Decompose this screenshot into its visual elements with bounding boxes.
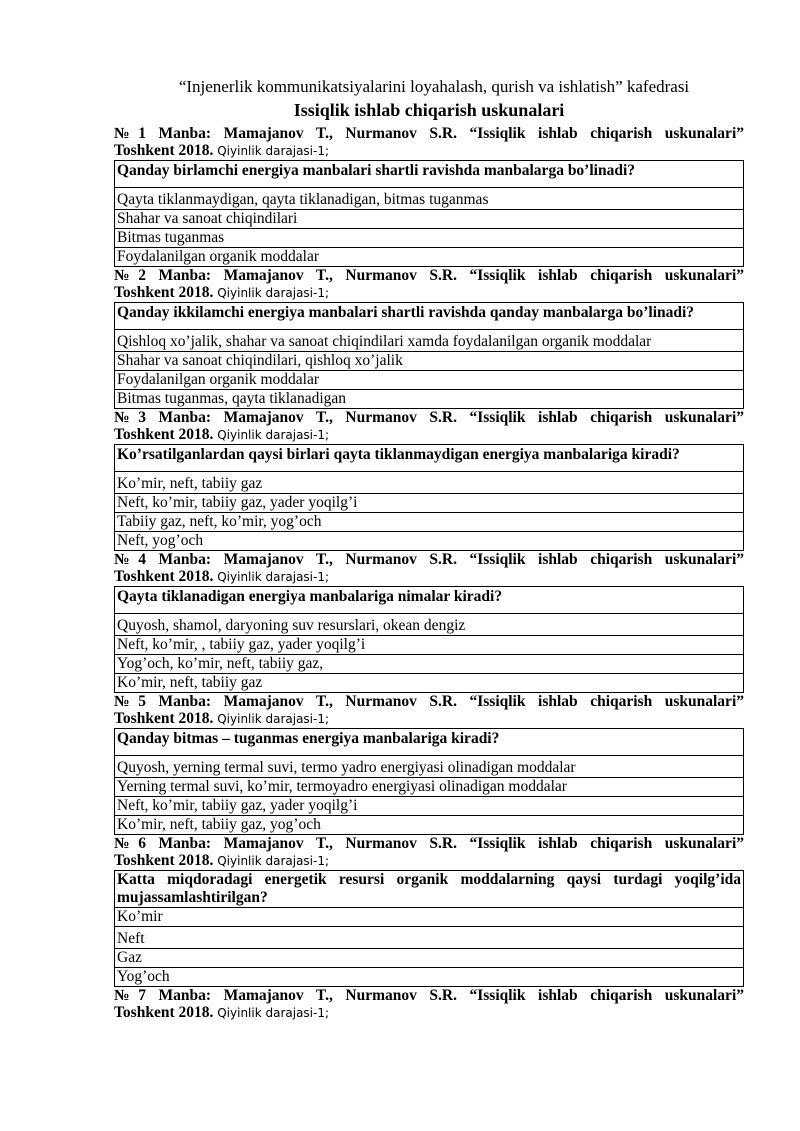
- answer-option: Neft: [115, 927, 744, 949]
- answer-option: Bitmas tuganmas, qayta tiklanadigan: [115, 390, 744, 409]
- question-source-tail: Toshkent 2018. Qiyinlik darajasi-1;: [114, 426, 330, 443]
- question-table: [114, 160, 744, 267]
- question-block: [114, 835, 744, 987]
- question-block: [114, 267, 744, 409]
- answer-option: Neft, yog’och: [115, 532, 744, 551]
- question-source: №1 Manba: Mamajanov T., Nurmanov S.R. “Issiqlik ishlab chiqarish uskunalari”: [114, 125, 744, 142]
- answer-option: Yog’och: [115, 968, 744, 987]
- question-table: [114, 870, 744, 987]
- question-table: [114, 302, 744, 409]
- question-source: №5 Manba: Mamajanov T., Nurmanov S.R. “Issiqlik ishlab chiqarish uskunalari”: [114, 693, 744, 710]
- question-block: [114, 987, 744, 1022]
- question-block: [114, 693, 744, 835]
- question-source: №6 Manba: Mamajanov T., Nurmanov S.R. “Issiqlik ishlab chiqarish uskunalari”: [114, 835, 744, 852]
- question-source-tail: Toshkent 2018. Qiyinlik darajasi-1;: [114, 710, 330, 727]
- question-source: №2 Manba: Mamajanov T., Nurmanov S.R. “Issiqlik ishlab chiqarish uskunalari”: [114, 267, 744, 284]
- document-title: Issiqlik ishlab chiqarish uskunalari: [293, 100, 565, 120]
- answer-option: Ko’mir, neft, tabiiy gaz: [115, 472, 744, 494]
- answer-option: Tabiiy gaz, neft, ko’mir, yog’och: [115, 513, 744, 532]
- difficulty-level: Qiyinlik darajasi-1;: [217, 570, 330, 584]
- question-table: [114, 728, 744, 835]
- answer-option: Neft, ko’mir, tabiiy gaz, yader yoqilg’i: [115, 797, 744, 816]
- answer-option: Shahar va sanoat chiqindilari, qishloq xo’jalik: [115, 352, 744, 371]
- difficulty-level: Qiyinlik darajasi-1;: [217, 144, 330, 158]
- answer-option: Qayta tiklanmaydigan, qayta tiklanadigan, bitmas tuganmas: [115, 188, 744, 210]
- question-source: №4 Manba: Mamajanov T., Nurmanov S.R. “Issiqlik ishlab chiqarish uskunalari”: [114, 551, 744, 568]
- answer-option: Ko’mir: [115, 908, 744, 927]
- answer-option: Neft, ko’mir, tabiiy gaz, yader yoqilg’i: [115, 494, 744, 513]
- question-source-tail: Toshkent 2018. Qiyinlik darajasi-1;: [114, 852, 330, 869]
- answer-option: Gaz: [115, 949, 744, 968]
- answer-option: Yerning termal suvi, ko’mir, termoyadro energiyasi olinadigan moddalar: [115, 778, 744, 797]
- question-source-tail: Toshkent 2018. Qiyinlik darajasi-1;: [114, 1004, 330, 1021]
- question-source-tail: Toshkent 2018. Qiyinlik darajasi-1;: [114, 568, 330, 585]
- answer-option: Shahar va sanoat chiqindilari: [115, 210, 744, 229]
- question-text: Qanday ikkilamchi energiya manbalari shartli ravishda qanday manbalarga bo’linadi?: [115, 303, 744, 330]
- answer-option: Bitmas tuganmas: [115, 229, 744, 248]
- difficulty-level: Qiyinlik darajasi-1;: [217, 854, 330, 868]
- department-heading: “Injenerlik kommunikatsiyalarini loyahalash, qurish va ishlatish” kafedrasi: [178, 77, 690, 96]
- question-source-tail: Toshkent 2018. Qiyinlik darajasi-1;: [114, 284, 330, 301]
- answer-option: Yog’och, ko’mir, neft, tabiiy gaz,: [115, 655, 744, 674]
- difficulty-level: Qiyinlik darajasi-1;: [217, 1006, 330, 1020]
- question-text: Qanday bitmas – tuganmas energiya manbalariga kiradi?: [115, 729, 744, 756]
- answer-option: Quyosh, shamol, daryoning suv resurslari, okean dengiz: [115, 614, 744, 636]
- question-text: Qanday birlamchi energiya manbalari shartli ravishda manbalarga bo’linadi?: [115, 161, 744, 188]
- question-source: №7 Manba: Mamajanov T., Nurmanov S.R. “Issiqlik ishlab chiqarish uskunalari”: [114, 987, 744, 1004]
- question-block: [114, 409, 744, 551]
- question-table: [114, 444, 744, 551]
- answer-option: Foydalanilgan organik moddalar: [115, 248, 744, 267]
- question-block: [114, 125, 744, 267]
- difficulty-level: Qiyinlik darajasi-1;: [217, 286, 330, 300]
- answer-option: Neft, ko’mir, , tabiiy gaz, yader yoqilg’i: [115, 636, 744, 655]
- difficulty-level: Qiyinlik darajasi-1;: [217, 712, 330, 726]
- answer-option: Ko’mir, neft, tabiiy gaz, yog’och: [115, 816, 744, 835]
- answer-option: Ko’mir, neft, tabiiy gaz: [115, 674, 744, 693]
- question-table: [114, 586, 744, 693]
- question-source-tail: Toshkent 2018. Qiyinlik darajasi-1;: [114, 142, 330, 159]
- answer-option: Qishloq xo’jalik, shahar va sanoat chiqindilari xamda foydalanilgan organik moddalar: [115, 330, 744, 352]
- answer-option: Quyosh, yerning termal suvi, termo yadro energiyasi olinadigan moddalar: [115, 756, 744, 778]
- question-text: Ko’rsatilganlardan qaysi birlari qayta tiklanmaydigan energiya manbalariga kiradi?: [115, 445, 744, 472]
- answer-option: Foydalanilgan organik moddalar: [115, 371, 744, 390]
- document-page: [114, 76, 744, 1022]
- question-block: [114, 551, 744, 693]
- question-text: Katta miqdoradagi energetik resursi organik moddalarning qaysi turdagi yoqilg’ida mujassamlashtirilgan?: [115, 871, 744, 908]
- question-text: Qayta tiklanadigan energiya manbalariga nimalar kiradi?: [115, 587, 744, 614]
- difficulty-level: Qiyinlik darajasi-1;: [217, 428, 330, 442]
- question-source: №3 Manba: Mamajanov T., Nurmanov S.R. “Issiqlik ishlab chiqarish uskunalari”: [114, 409, 744, 426]
